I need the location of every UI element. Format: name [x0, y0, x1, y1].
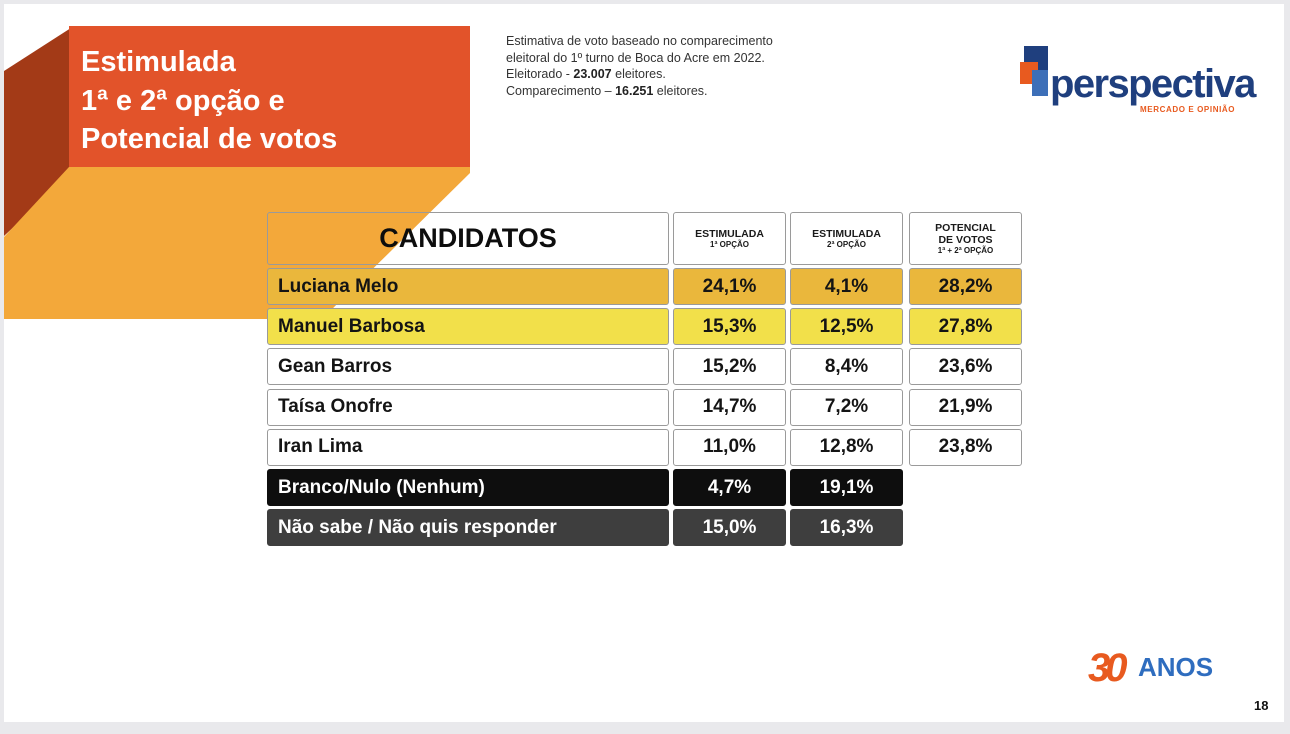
anniversary-number: 30 — [1088, 646, 1123, 690]
second-choice-value: 12,8% — [790, 429, 903, 466]
potential-value: 27,8% — [909, 308, 1022, 345]
candidate-name: Iran Lima — [267, 429, 669, 466]
electorate-value: 23.007 — [573, 67, 612, 82]
second-choice-value: 12,5% — [790, 308, 903, 345]
candidate-name: Branco/Nulo (Nenhum) — [267, 469, 669, 506]
candidate-name: Manuel Barbosa — [267, 308, 669, 345]
second-choice-value: 7,2% — [790, 389, 903, 426]
logo-text: perspectiva — [1050, 62, 1255, 106]
second-choice-value: 16,3% — [790, 509, 903, 546]
second-choice-value: 19,1% — [790, 469, 903, 506]
note-line-4: Comparecimento – 16.251 eleitores. — [506, 83, 708, 98]
candidate-name: Gean Barros — [267, 348, 669, 385]
first-choice-value: 15,3% — [673, 308, 786, 345]
candidate-name: Não sabe / Não quis responder — [267, 509, 669, 546]
perspectiva-logo — [1020, 44, 1255, 119]
potential-value: 23,8% — [909, 429, 1022, 466]
slide — [4, 4, 1284, 722]
logo-mark-icon — [1020, 44, 1050, 100]
first-choice-value: 11,0% — [673, 429, 786, 466]
candidate-name: Taísa Onofre — [267, 389, 669, 426]
second-choice-value: 8,4% — [790, 348, 903, 385]
column-header-candidates: CANDIDATOS — [267, 212, 669, 265]
anniversary-badge — [1088, 646, 1238, 692]
note-line-1: Estimativa de voto baseado no comparecimento — [506, 34, 773, 48]
column-header-potential: POTENCIAL DE VOTOS 1ª + 2ª OPÇÃO — [909, 212, 1022, 265]
anniversary-word: ANOS — [1138, 652, 1214, 682]
first-choice-value: 15,0% — [673, 509, 786, 546]
methodology-note — [506, 33, 846, 99]
title-line-1: Estimulada — [81, 46, 236, 78]
first-choice-value: 15,2% — [673, 348, 786, 385]
candidate-name: Luciana Melo — [267, 268, 669, 305]
title-line-3: Potencial de votos — [81, 123, 338, 155]
column-header-second-choice: ESTIMULADA 2ª OPÇÃO — [790, 212, 903, 265]
potential-value: 23,6% — [909, 348, 1022, 385]
potential-value: 28,2% — [909, 268, 1022, 305]
page-number: 18 — [1254, 698, 1269, 713]
first-choice-value: 14,7% — [673, 389, 786, 426]
note-line-3: Eleitorado - 23.007 eleitores. — [506, 67, 666, 82]
logo-tagline: MERCADO E OPINIÃO — [1140, 105, 1236, 114]
first-choice-value: 24,1% — [673, 268, 786, 305]
second-choice-value: 4,1% — [790, 268, 903, 305]
column-header-first-choice: ESTIMULADA 1ª OPÇÃO — [673, 212, 786, 265]
first-choice-value: 4,7% — [673, 469, 786, 506]
potential-value: 21,9% — [909, 389, 1022, 426]
slide-title — [69, 26, 470, 167]
note-line-2: eleitoral do 1º turno de Boca do Acre em 2022. — [506, 50, 765, 65]
turnout-value: 16.251 — [615, 83, 654, 98]
title-line-2: 1ª e 2ª opção e — [81, 84, 285, 117]
